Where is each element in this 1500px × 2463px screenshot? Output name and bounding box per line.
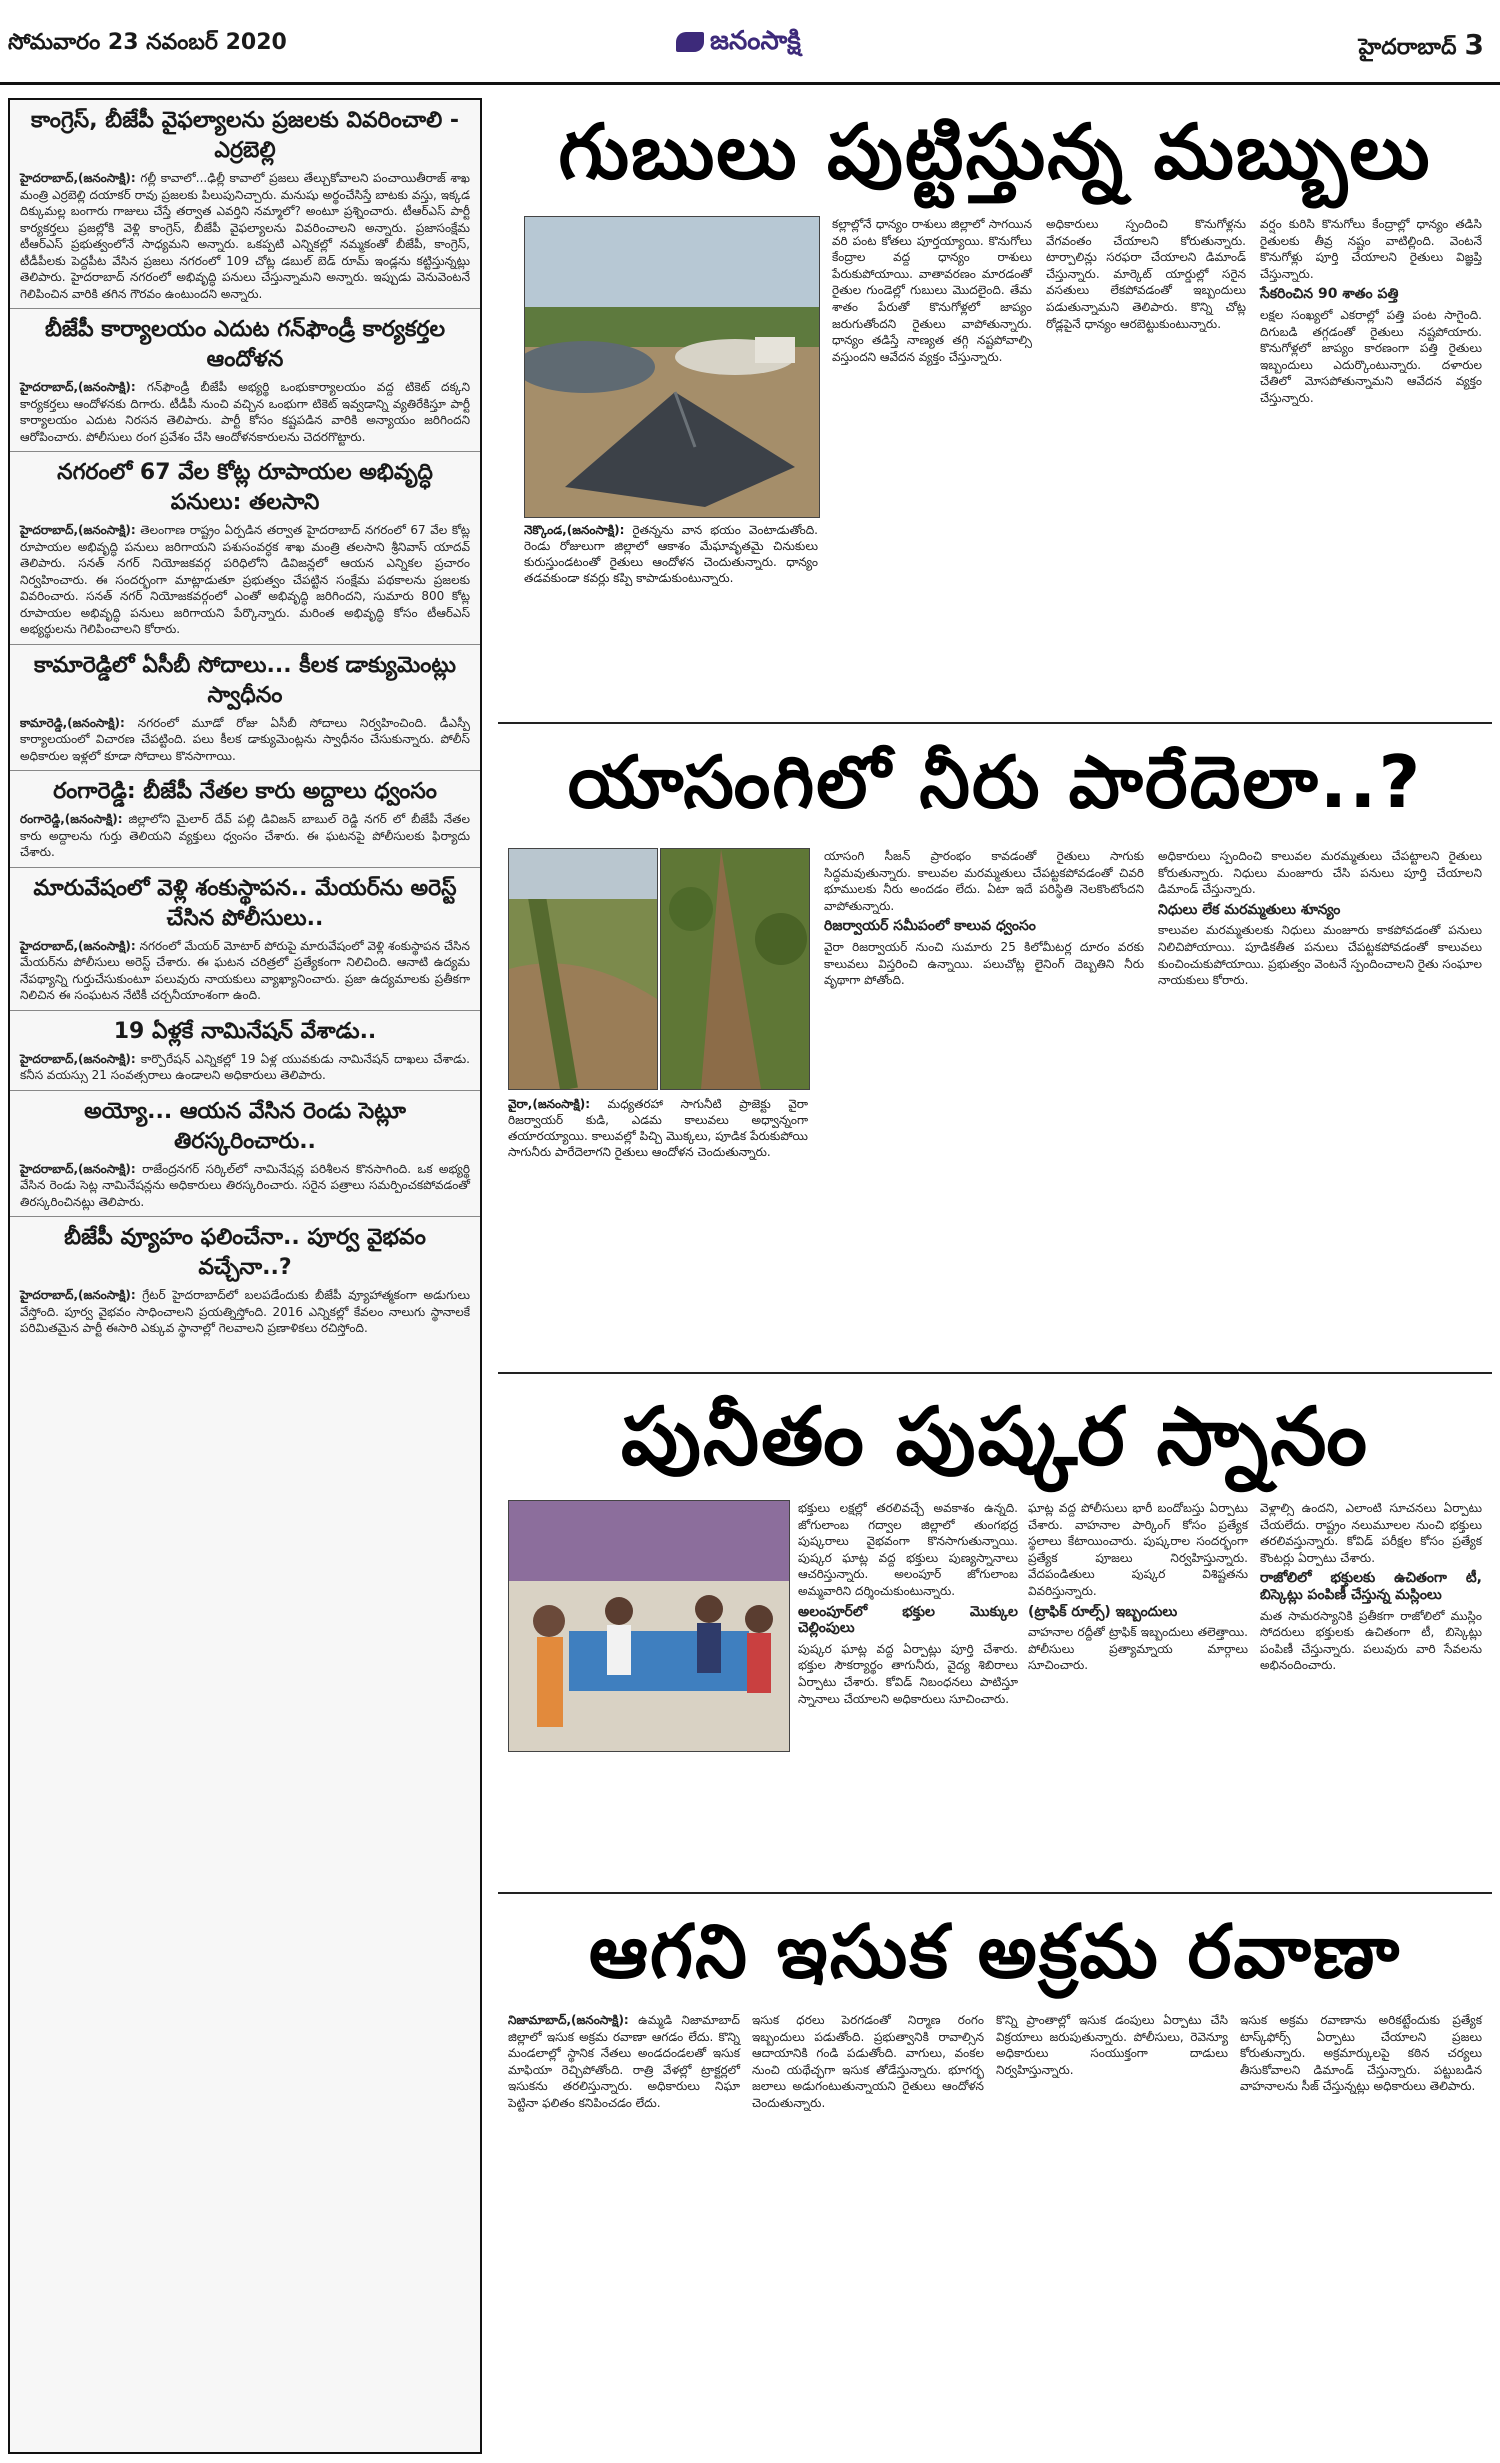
body-col-3	[1260, 216, 1482, 710]
story-text: రాజేంద్రనగర్ సర్కిల్‌లో నామినేషన్ల పరిశీలన కొనసాగింది. ఒక అభ్యర్థి వేసిన రెండు సెట్ల నామినేషన్లను అధికారులు తిరస్కరించారు. సరైన పత్రాలు సమర్పించకపోవడంతో తిరస్కరించినట్లు తెలిపారు.	[20, 1161, 470, 1209]
story-headline: రంగారెడ్డి: బీజేపీ నేతల కారు అద్దాలు ధ్వంసం	[53, 779, 437, 804]
body-text: ఘాట్ల వద్ద పోలీసులు భారీ బందోబస్తు ఏర్పాటు చేశారు. వాహనాల పార్కింగ్ కోసం ప్రత్యేక స్థలాలు కేటాయించారు. పుష్కరాల సందర్భంగా ప్రత్యేక పూజలు నిర్వహిస్తున్నారు. వేదపండితులు పుష్కర విశిష్టతను వివరిస్తున్నారు.	[1028, 1501, 1248, 1598]
story-text: నగరంలో మేయర్ మోటార్ పోరుపై మారువేషంలో వెళ్లి శంకుస్థాపన చేసిన మేయర్‌ను పోలీసులు అరెస్ట్ చేశారు. ఈ ఘటన చరిత్రలో ప్రత్యేకంగా నిలిచింది. ఆనాటి ఉద్యమ నేపథ్యాన్ని గుర్తుచేసుకుంటూ పలువురు నాయకులు వ్యాఖ్యానించారు. ప్రజా ఉద్యమాలకు ప్రతీకగా నిలిచిన ఈ సంఘటన నేటికీ చర్చనీయాంశంగా ఉంది.	[20, 938, 470, 1002]
masthead-logo	[676, 26, 801, 62]
body-col-2	[1046, 216, 1246, 710]
headline-clouds: గుబులు పుట్టిస్తున్న మబ్బులు	[558, 107, 1432, 196]
body-col-2	[752, 2012, 984, 2442]
main-news-area	[498, 98, 1492, 2450]
body-col-1	[798, 1500, 1018, 1880]
body-text: అధికారులు స్పందించి కాలువల మరమ్మతులు చేపట్టాలని రైతులు కోరుతున్నారు. నిధులు మంజూరు చేసి పనులు పూర్తి చేయాలని డిమాండ్ చేస్తున్నారు.	[1158, 849, 1482, 897]
story-dateline: హైదరాబాద్,(జనంసాక్షి):	[20, 938, 136, 953]
header-rule	[0, 82, 1500, 85]
story-headline: మారువేషంలో వెళ్లి శంకుస్థాపన.. మేయర్‌ను అరెస్ట్ చేసిన పోలీసులు..	[33, 875, 457, 931]
body-text: వెళ్లాల్సి ఉందని, ఎలాంటి సూచనలు ఏర్పాటు చేయలేదు. రాష్ట్రం నలుమూలల నుంచి భక్తులు తరలివస్తున్నారు. కోవిడ్ పరీక్షల కోసం ప్రత్యేక కౌంటర్లు ఏర్పాటు చేశారు.	[1260, 1501, 1482, 1565]
body-text: వైరా రిజర్వాయర్ నుంచి సుమారు 25 కిలోమీటర్ల దూరం వరకు కాలువలు విస్తరించి ఉన్నాయి. పలుచోట్ల లైనింగ్ దెబ్బతిని నీరు వృథాగా పోతోంది.	[824, 939, 1144, 988]
headline-irrigation: యాసంగిలో నీరు పారేదెలా..?	[567, 740, 1423, 824]
story-irrigation	[498, 728, 1492, 1368]
story-text: జిల్లాలోని మైలార్ దేవ్ పల్లి డివిజన్ బాబుల్ రెడ్డి నగర్ లో బీజేపీ నేతల కారు అద్దాలను గుర్తు తెలియని వ్యక్తులు ధ్వంసం చేశారు. ఈ ఘటనపై పోలీసులకు ఫిర్యాదు చేశారు.	[20, 812, 470, 859]
left-news-column	[8, 98, 482, 2454]
body-text: కల్లాల్లోనే ధాన్యం రాశులు జిల్లాలో సాగయిన వరి పంట కోతలు పూర్తయ్యాయి. కొనుగోలు కేంద్రాల వద్ద ధాన్యం రాశులు పేరుకుపోయాయి. వాతావరణం మారడంతో రైతుల గుండెల్లో గుబులు మొదలైంది. తేమ శాతం పేరుతో కొనుగోళ్లలో జాప్యం జరుగుతోందని రైతులు వాపోతున్నారు. ధాన్యం తడిస్తే నాణ్యత తగ్గి నష్టపోవాల్సి వస్తుందని ఆవేదన వ్యక్తం చేస్తున్నారు.	[832, 217, 1032, 364]
left-story	[10, 868, 480, 1011]
caption-clouds	[524, 522, 818, 710]
section-divider	[498, 722, 1492, 724]
body-col-3	[1260, 1500, 1482, 1880]
caption-dateline: వైరా,(జనంసాక్షి):	[508, 1097, 591, 1111]
page-header	[0, 0, 1500, 92]
caption-text: రైతన్నను వాన భయం వెంటాడుతోంది. రెండు రోజులుగా జిల్లాలో ఆకాశం మేఘావృతమై చినుకులు కురుస్తుండటంతో రైతులు ఆందోళన చెందుతున్నారు. ధాన్యం తడవకుండా కవర్లు కప్పి కాపాడుకుంటున్నారు.	[524, 523, 818, 585]
field-grain-illustration	[525, 217, 819, 517]
body-subhead: అలంపూర్‌లో భక్తుల మొక్కుల చెల్లింపులు	[798, 1603, 1018, 1637]
section-divider	[498, 1372, 1492, 1374]
story-body	[20, 811, 470, 861]
body-col-4	[1240, 2012, 1482, 2442]
body-col-2	[1028, 1500, 1248, 1880]
left-story	[10, 771, 480, 868]
story-dateline: నిజామాబాద్,(జనంసాక్షి):	[508, 2013, 629, 2027]
body-text: కొన్ని ప్రాంతాల్లో ఇసుక డంపులు ఏర్పాటు చేసి విక్రయాలు జరుపుతున్నారు. పోలీసులు, రెవెన్యూ అధికారులు సంయుక్తంగా దాడులు నిర్వహిస్తున్నారు.	[996, 2013, 1228, 2077]
body-text: ఉమ్మడి నిజామాబాద్ జిల్లాలో ఇసుక అక్రమ రవాణా ఆగడం లేదు. కొన్ని మండలాల్లో స్థానిక నేతలు అండదండలతో ఇసుక మాఫియా రెచ్చిపోతోంది. రాత్రి వేళల్లో ట్రాక్టర్లలో ఇసుకను తరలిస్తున్నారు. అధికారులు నిఘా పెట్టినా ఫలితం కనిపించడం లేదు.	[508, 2013, 740, 2110]
body-text: మత సామరస్యానికి ప్రతీకగా రాజోలిలో ముస్లిం సోదరులు భక్తులకు ఉచితంగా టీ, బిస్కెట్లు పంపిణీ చేస్తున్నారు. పలువురు వారి సేవలను అభినందించారు.	[1260, 1608, 1482, 1673]
story-headline: బీజేపీ కార్యాలయం ఎదుట గన్‌ఫౌండ్రీ కార్యకర్తల ఆందోళన	[44, 317, 446, 372]
story-body	[20, 1287, 470, 1337]
story-text: తెలంగాణ రాష్ట్రం ఏర్పడిన తర్వాత హైదరాబాద్ నగరంలో 67 వేల కోట్ల రూపాయల అభివృద్ధి పనులు జరిగాయని పశుసంవర్ధక శాఖ మంత్రి తలసాని శ్రీనివాస్ యాదవ్ తెలిపారు. సనత్ నగర్ నియోజకవర్గ పరిధిలోని డివిజన్లలో ఆయన ఎన్నికల ప్రచారం నిర్వహించారు. ఈ సందర్భంగా మాట్లాడుతూ ప్రభుత్వం చేపట్టిన సంక్షేమ పథకాలను ప్రజలకు వివరించారు. సనత్ నగర్ నియోజకవర్గంలో ఎంతో అభివృద్ధి జరిగిందని, సుమారు 800 కోట్ల రూపాయల అభివృద్ధి పనులు జరిగాయని పేర్కొన్నారు. మరింత అభివృద్ధి కోసం టీఆర్ఎస్ అభ్యర్థులను గెలిపించాలని కోరారు.	[20, 523, 470, 636]
left-story	[10, 1217, 480, 1343]
story-dateline: కామారెడ్డి,(జనంసాక్షి):	[20, 715, 125, 730]
story-text: కార్పొరేషన్ ఎన్నికల్లో 19 ఏళ్ల యువకుడు నామినేషన్ దాఖలు చేశాడు. కనీస వయస్సు 21 సంవత్సరాలు ఉండాలని అధికారులు తెలిపారు.	[20, 1051, 470, 1082]
section-divider	[498, 1892, 1492, 1894]
left-story	[10, 645, 480, 772]
body-text: వాహనాల రద్దీతో ట్రాఫిక్ ఇబ్బందులు తలెత్తాయి. పోలీసులు ప్రత్యామ్నాయ మార్గాలు సూచించారు.	[1028, 1625, 1248, 1673]
body-text: ఇసుక అక్రమ రవాణాను అరికట్టేందుకు ప్రత్యేక టాస్క్‌ఫోర్స్ ఏర్పాటు చేయాలని ప్రజలు కోరుతున్నారు. అక్రమార్కులపై కఠిన చర్యలు తీసుకోవాలని డిమాండ్ చేస్తున్నారు. పట్టుబడిన వాహనాలను సీజ్ చేస్తున్నట్లు అధికారులు తెలిపారు.	[1240, 2013, 1482, 2094]
body-col-2	[1158, 848, 1482, 1348]
left-story	[10, 1091, 480, 1218]
left-story	[10, 452, 480, 645]
body-subhead: (ట్రాఫిక్ రూల్స్) ఇబ్బందులు	[1028, 1603, 1178, 1620]
logo-icon	[676, 32, 704, 52]
story-body	[20, 1161, 470, 1211]
body-text: వర్షం కురిసి కొనుగోలు కేంద్రాల్లో ధాన్యం తడిసి రైతులకు తీవ్ర నష్టం వాటిల్లింది. వెంటనే కొనుగోళ్లు పూర్తి చేయాలని రైతులు విజ్ఞప్తి చేస్తున్నారు.	[1260, 217, 1482, 281]
story-dateline: హైదరాబాద్,(జనంసాక్షి):	[20, 1161, 136, 1176]
story-text: గల్లీ కావాలో...ఢిల్లీ కావాలో ప్రజలు తేల్చుకోవాలని పంచాయితీరాజ్ శాఖ మంత్రి ఎర్రబెల్లి దయాకర్ రావు ప్రజలకు పిలుపునిచ్చారు. మనుషు అర్థంచేసిస్తే బాటకు వస్తు, ఇక్కడ దిక్కుమల్ల బంగారు గాజులు చేస్తే తర్వాత ఎవర్తిని నమ్మాలో? అంటూ ప్రశ్నించారు. టీఆర్ఎస్ పార్టీ కార్యకర్తలు ప్రజల్లోకి వెళ్లి కాంగ్రెస్, బీజేపీ వైఫల్యాలను వివరించాలని అన్నారు. ప్రజాసంక్షేమ టీఆర్ఎస్ ప్రభుత్వంలోనే సాధ్యమని అన్నారు. ఒకప్పటి ఎన్నికల్లో నమ్మకంతో బీజేపీ, కాంగ్రెస్, టీడీపీలకు పెద్దపీట వేసిన ప్రజలు నగరంలో 109 చోట్ల డబుల్ బెడ్ రూమ్ ఇండ్లను కట్టిస్తున్నట్లు తెలిపారు. హైదరాబాద్ నగరంలో అభివృద్ధి పనులు చేస్తున్నామని అన్నారు. ఇప్పుడు వెనువెంటనే గెలిపించిన వారికి తగిన గౌరవం ఉంటుందని అన్నారు.	[20, 171, 470, 301]
story-body	[20, 379, 470, 445]
body-col-1	[508, 2012, 740, 2442]
photo-canal-left	[508, 848, 658, 1090]
story-text: నగరంలో మూడో రోజు ఏసీబీ సోదాలు నిర్వహించింది. డీఎస్పీ కార్యాలయంలో విచారణ చేపట్టింది. పలు కీలక డాక్యుమెంట్లను స్వాధీనం చేసుకున్నారు. పోలీస్ అధికారుల ఇళ్లలో కూడా సోదాలు కొనసాగాయి.	[20, 715, 470, 763]
story-dateline: హైదరాబాద్,(జనంసాక్షి):	[20, 523, 136, 537]
body-col-3	[996, 2012, 1228, 2442]
story-sand-mining	[498, 1898, 1492, 2450]
caption-dateline: నెక్కొండ,(జనంసాక్షి):	[524, 523, 625, 537]
caption-irrigation	[508, 1096, 808, 1256]
body-subhead: సేకరించిన 90 శాతం పత్తి	[1260, 286, 1399, 303]
story-body	[20, 715, 470, 765]
body-col-1	[824, 848, 1144, 1348]
story-dateline: హైదరాబాద్,(జనంసాక్షి):	[20, 171, 136, 185]
photo-pushkar-event	[508, 1500, 790, 1752]
body-text: భక్తులు లక్షల్లో తరలివచ్చే అవకాశం ఉన్నది. జోగులాంబ గద్వాల జిల్లాలో తుంగభద్ర పుష్కరాలు వైభవంగా కొనసాగుతున్నాయి. పుష్కర ఘాట్ల వద్ద భక్తులు పుణ్యస్నానాలు ఆచరిస్తున్నారు. అలంపూర్ జోగులాంబ అమ్మవారిని దర్శించుకుంటున్నారు.	[798, 1501, 1018, 1598]
story-headline: అయ్యో... ఆయన వేసిన రెండు సెట్లూ తిరస్కరించారు..	[84, 1098, 406, 1154]
story-body	[20, 522, 470, 638]
body-subhead: నిధులు లేక మరమ్మతులు శూన్యం	[1158, 901, 1341, 918]
story-headline: కాంగ్రెస్, బీజేపీ వైఫల్యాలను ప్రజలకు వివరించాలి - ఎర్రబెల్లి	[30, 108, 460, 163]
canal-left-illustration	[509, 849, 657, 1089]
page-number: 3	[1464, 28, 1484, 61]
left-story	[10, 309, 480, 452]
story-clouds	[498, 98, 1492, 718]
caption-text: మధ్యతరహా సాగునీటి ప్రాజెక్టు వైరా రిజర్వాయర్ కుడి, ఎడమ కాలువలు అధ్వాన్నంగా తయారయ్యాయి. కాలువల్లో పిచ్చి మొక్కలు, పూడిక పేరుకుపోయి సాగునీరు పారేదెలాగని రైతులు ఆందోళన చెందుతున్నారు.	[508, 1097, 808, 1159]
body-text: ఇసుక ధరలు పెరగడంతో నిర్మాణ రంగం ఇబ్బందులు పడుతోంది. ప్రభుత్వానికి రావాల్సిన ఆదాయానికి గండి పడుతోంది. వాగులు, వంకల నుంచి యథేచ్ఛగా ఇసుక తోడేస్తున్నారు. భూగర్భ జలాలు అడుగంటుతున్నాయని రైతులు ఆందోళన చెందుతున్నారు.	[752, 2013, 984, 2110]
photo-covered-grain-heaps	[524, 216, 820, 518]
story-text: గ్రేటర్ హైదరాబాద్‌లో బలపడేందుకు బీజేపీ వ్యూహాత్మకంగా అడుగులు వేస్తోంది. పూర్వ వైభవం సాధించాలని ప్రయత్నిస్తోంది. 2016 ఎన్నికల్లో కేవలం నాలుగు స్థానాలకే పరిమితమైన పార్టీ ఈసారి ఎక్కువ స్థానాల్లో గెలవాలని ప్రణాళికలు రచిస్తోంది.	[20, 1288, 470, 1335]
story-dateline: రంగారెడ్డి,(జనంసాక్షి):	[20, 812, 123, 826]
issue-date: సోమవారం 23 నవంబర్ 2020	[8, 30, 287, 55]
photo-canal-right	[660, 848, 810, 1090]
body-text: పుష్కర ఘాట్ల వద్ద ఏర్పాట్లు పూర్తి చేశారు. భక్తుల సౌకర్యార్థం తాగునీరు, వైద్య శిబిరాలు ఏర్పాటు చేశారు. కోవిడ్ నిబంధనలు పాటిస్తూ స్నానాలు చేయాలని అధికారులు సూచించారు.	[798, 1641, 1018, 1706]
story-headline: నగరంలో 67 వేల కోట్ల రూపాయల అభివృద్ధి పనులు: తలసాని	[57, 460, 433, 515]
story-headline: 19 ఏళ్లకే నామినేషన్ వేశాడు..	[113, 1018, 377, 1044]
pushkar-crowd-illustration	[509, 1501, 789, 1751]
logo-text: జనంసాక్షి	[710, 26, 801, 56]
body-text: అధికారులు స్పందించి కొనుగోళ్లను వేగవంతం చేయాలని కోరుతున్నారు. టార్పాలిన్లు సరఫరా చేయాలని డిమాండ్ చేస్తున్నారు. మార్కెట్ యార్డుల్లో సరైన వసతులు లేకపోవడంతో ఇబ్బందులు పడుతున్నామని తెలిపారు. కొన్ని చోట్ల రోడ్లపైనే ధాన్యం ఆరబెట్టుకుంటున్నారు.	[1046, 217, 1246, 331]
body-subhead: రాజోలిలో భక్తులకు ఉచితంగా టీ, బిస్కెట్లు పంపిణీ చేస్తున్న మస్లింలు	[1260, 1570, 1482, 1603]
body-text: కాలువల మరమ్మతులకు నిధులు మంజూరు కాకపోవడంతో పనులు నిలిచిపోయాయి. పూడికతీత పనులు చేపట్టకపోవడంతో కాలువలు కుంచించుకుపోయాయి. ప్రభుత్వం వెంటనే స్పందించాలని రైతు సంఘాల నాయకులు కోరారు.	[1158, 923, 1482, 988]
story-pushkaralu	[498, 1378, 1492, 1888]
body-text: లక్షల సంఖ్యలో ఎకరాల్లో పత్తి పంట సాగైంది. దిగుబడి తగ్గడంతో రైతులు నష్టపోయారు. కొనుగోళ్లలో జాప్యం కారణంగా పత్తి రైతులు ఇబ్బందులు ఎదుర్కొంటున్నారు. దళారుల చేతిలో మోసపోతున్నామని ఆవేదన వ్యక్తం చేస్తున్నారు.	[1260, 307, 1482, 405]
body-col-1	[832, 216, 1032, 710]
story-dateline: హైదరాబాద్,(జనంసాక్షి):	[20, 1288, 136, 1302]
story-text: గన్‌ఫౌండ్రీ బీజేపీ అభ్యర్థి ఒంభుకార్యాలయం వద్ద టికెట్ దక్కని కార్యకర్తలు ఆందోళనకు దిగారు. టీడీపీ నుంచి వచ్చిన ఒంభుగా టికెట్ ఇవ్వడాన్ని వ్యతిరేకిస్తూ పార్టీ కార్యాలయం ఎదుట నిరసన తెలిపారు. పార్టీ కోసం కష్టపడిన వారికి అన్యాయం జరిగిందని ఆరోపించారు. పోలీసులు రంగ ప్రవేశం చేసి ఆందోళనకారులను చెదరగొట్టారు.	[20, 380, 470, 444]
story-headline: కామారెడ్డిలో ఏసీబీ సోదాలు... కీలక డాక్యుమెంట్లు స్వాధీనం	[33, 652, 457, 708]
left-story	[10, 100, 480, 309]
story-body	[20, 1051, 470, 1084]
canal-right-illustration	[661, 849, 809, 1089]
body-subhead: రిజర్వాయర్ సమీపంలో కాలువ ధ్వంసం	[824, 918, 1036, 935]
story-headline: బీజేపీ వ్యూహం ఫలించేనా.. పూర్వ వైభవం వచ్చేనా..?	[64, 1225, 426, 1280]
story-dateline: హైదరాబాద్,(జనంసాక్షి):	[20, 380, 136, 394]
story-dateline: హైదరాబాద్,(జనంసాక్షి):	[20, 1051, 136, 1066]
city-name: హైదరాబాద్	[1358, 35, 1457, 60]
body-text: యాసంగి సీజన్ ప్రారంభం కావడంతో రైతులు సాగుకు సిద్ధమవుతున్నారు. కాలువల మరమ్మతులు చేపట్టకపోవడంతో చివరి భూములకు నీరు అందడం లేదు. ఏటా ఇదే పరిస్థితి నెలకొంటోందని వాపోతున్నారు.	[824, 849, 1144, 913]
story-body	[20, 170, 470, 302]
story-body	[20, 938, 470, 1004]
left-story	[10, 1011, 480, 1091]
headline-pushkaralu: పునీతం పుష్కర స్నానం	[621, 1390, 1369, 1483]
headline-sand-mining: ఆగని ఇసుక అక్రమ రవాణా	[588, 1909, 1402, 1995]
edition-city	[1359, 28, 1484, 65]
